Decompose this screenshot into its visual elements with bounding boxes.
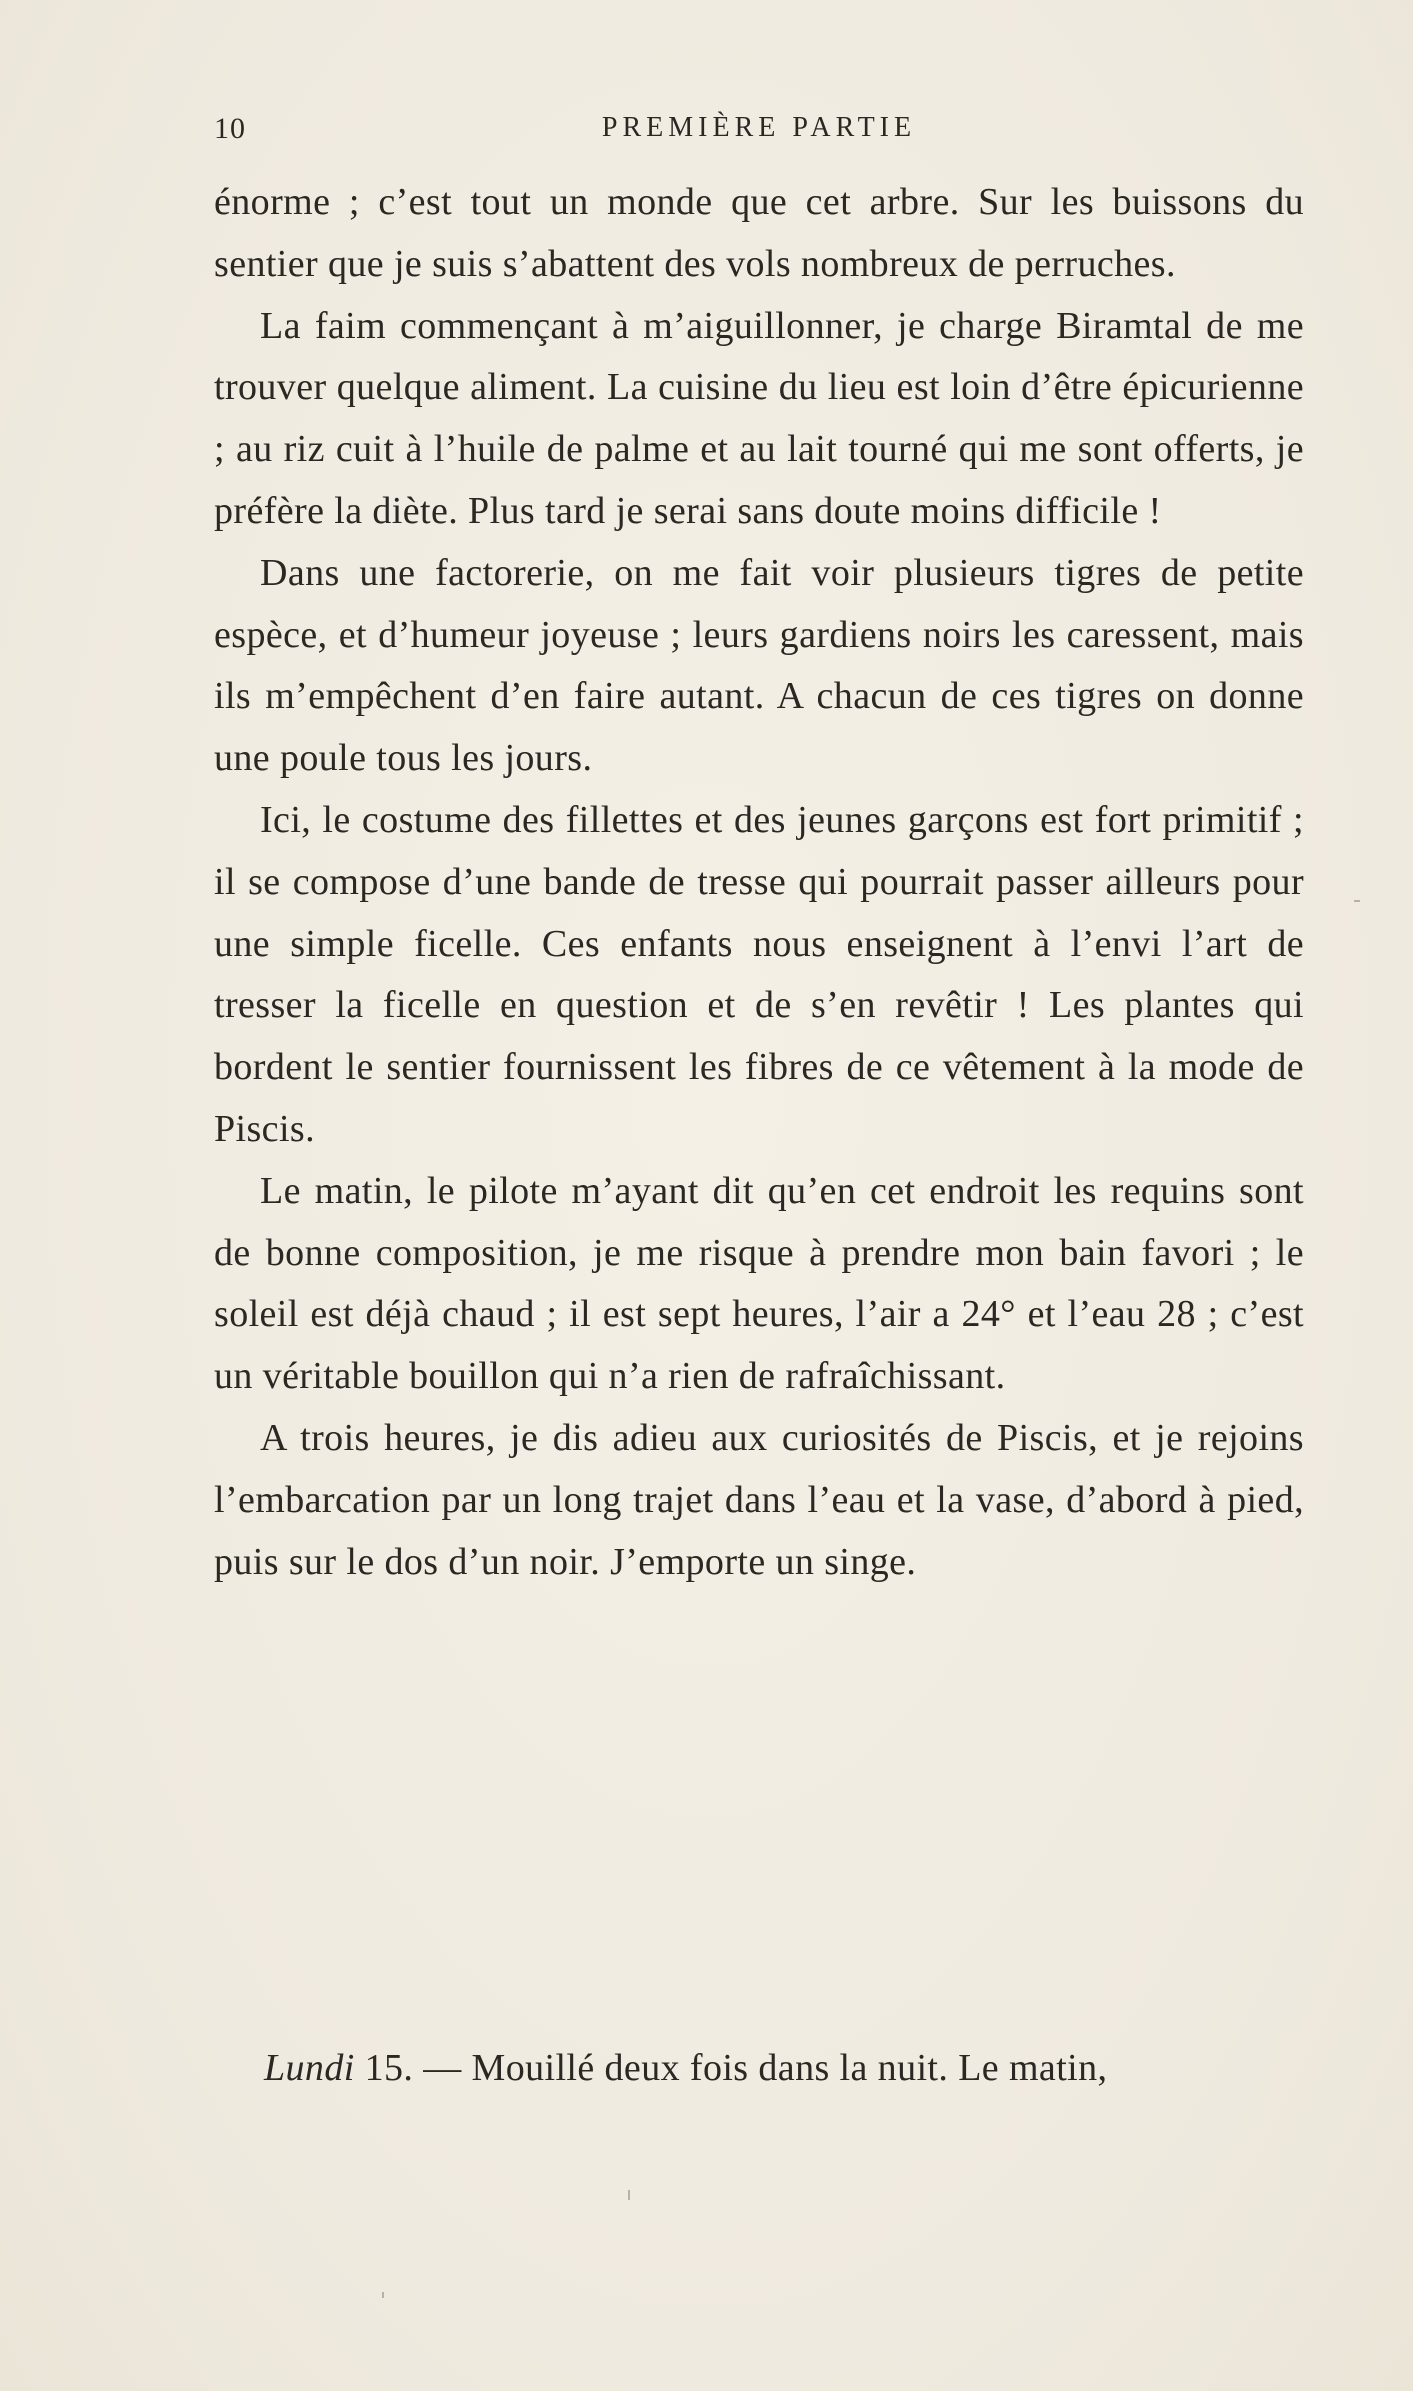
- entry-text: 15. — Mouillé deux fois dans la nuit. Le matin,: [354, 2047, 1108, 2089]
- page-header: [214, 112, 1304, 152]
- paragraph: La faim commençant à m’aiguillonner, je charge Biramtal de me trouver quelque aliment. La cuisine du lieu est loin d’être épicurienne ; au riz cuit à l’huile de palme et au lait tourné qui me sont offerts, je préfère la diète. Plus tard je serai sans doute moins difficile !: [214, 304, 1304, 532]
- page-number: 10: [214, 112, 246, 145]
- paragraph: A trois heures, je dis adieu aux curiosités de Piscis, et je rejoins l’embarcation par un long trajet dans l’eau et la vase, d’abord à pied, puis sur le dos d’un noir. J’emporte un singe.: [214, 1416, 1304, 1583]
- paragraph: Le matin, le pilote m’ayant dit qu’en cet endroit les requins sont de bonne composition, je me risque à prendre mon bain favori ; le soleil est déjà chaud ; il est sept heures, l’air a 24° et l’eau 28 ; c’est un véritable bouillon qui n’a rien de rafraîchissant.: [214, 1169, 1304, 1398]
- running-title: PREMIÈRE PARTIE: [601, 112, 917, 143]
- paper-speck: [382, 2292, 384, 2298]
- paper-speck: [628, 2190, 630, 2200]
- paragraph-continuation: énorme ; c’est tout un monde que cet arbre. Sur les buissons du sentier que je suis s’abattent des vols nombreux de perruches.: [214, 181, 1304, 285]
- paragraph: Dans une factorerie, on me fait voir plusieurs tigres de petite espèce, et d’humeur joyeuse ; leurs gardiens noirs les caressent, mais ils m’empêchent d’en faire autant. A chacun de ces tigres on donne une poule tous les jours.: [214, 551, 1304, 780]
- paragraph: Ici, le costume des fillettes et des jeunes garçons est fort primitif ; il se compose d’une bande de tresse qui pourrait passer ailleurs pour une simple ficelle. Ces enfants nous enseignent à l’envi l’art de tresser la ficelle en question et de s’en revêtir ! Les plantes qui bordent le sentier fournissent les fibres de ce vêtement à la mode de Piscis.: [214, 798, 1304, 1150]
- body-text: [214, 172, 1304, 1593]
- paper-speck: [1354, 900, 1360, 902]
- entry-day: Lundi: [264, 2047, 355, 2089]
- diary-entry: [214, 2038, 1304, 2100]
